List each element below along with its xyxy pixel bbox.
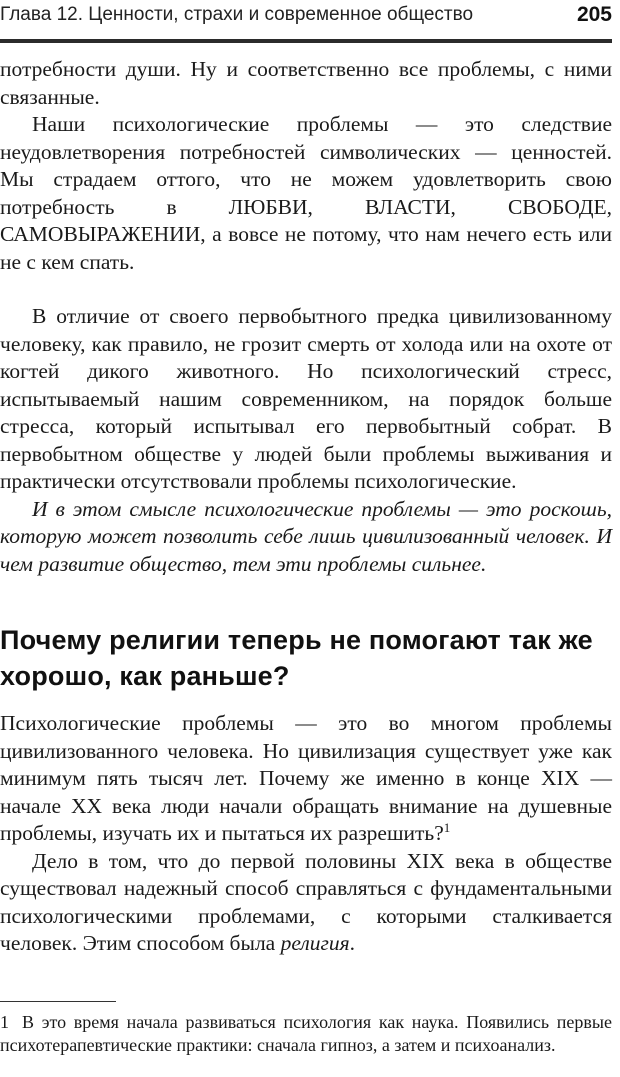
paragraph-civilization [0,710,612,848]
footnote-mark: 1 [0,1012,9,1032]
footnote [0,1011,612,1056]
paragraph-primitive: В отличие от своего первобытного предка цивилизованному человеку, как правило, не грозит смерть от холода или на охоте от когтей дикого животного. Но психологический стресс, испытываемый нашим современником, на порядок больше стресса, который испытывал его первобытный собрат. В первобытном обществе у людей были проблемы выживания и практически отсутствовали проблемы психологические. [0,304,612,493]
caps-needs: ЛЮБВИ, ВЛАСТИ, СВОБОДЕ, САМОВЫРАЖЕНИИ [0,194,612,246]
paragraph-text: , а вовсе не потому, что нам нечего есть или не с кем спать. [0,222,612,274]
paragraph-text: Наши психологические проблемы — это следствие неудовлетворения потребностей символических — ценностей. Мы страдаем оттого, что не можем удовлетворить свою потребность в [0,112,612,219]
paragraph-text: Дело в том, что до первой половины XIX века в обществе существовал надежный способ справляться с фундаментальными психологическими проблемами, с которыми сталкивается человек. Этим способом была [0,848,612,955]
paragraph-text: . [349,931,355,955]
running-head [0,0,612,30]
paragraph-religion [0,848,612,958]
paragraph-luxury: И в этом смысле психологические проблемы — это роскошь, которую может позволить себе лишь цивилизованный человек. И чем развитие общество, тем эти проблемы сильнее. [0,496,612,576]
paragraph-values [0,111,612,276]
paragraph-text: Психологические проблемы — это во многом проблемы цивилизованного человека. Но цивилизация существует уже как минимум пять тысяч лет. Почему же именно в конце XIX — начале XX века люди начали обращать внимание на душевные проблемы, изучать их и пытаться их разрешить? [0,711,612,845]
section-heading: Почему религии теперь не помогают так же хорошо, как раньше? [0,625,593,691]
chapter-title: Глава 12. Ценности, страхи и современное общество [0,4,474,25]
footnote-reference[interactable]: 1 [443,819,451,835]
emphasis-religion: религия [280,931,350,955]
footnote-text: В это время начала развиваться психология как наука. Появились первые психотерапевтические практики: сначала гипноз, а затем и психоанализ. [0,1012,612,1055]
footnote-rule [0,1001,116,1002]
paragraph-continued: потребности души. Ну и соответственно все проблемы, с ними связанные. [0,57,612,109]
header-rule [0,39,612,43]
page-body [0,56,612,958]
page-number: 205 [576,3,612,26]
